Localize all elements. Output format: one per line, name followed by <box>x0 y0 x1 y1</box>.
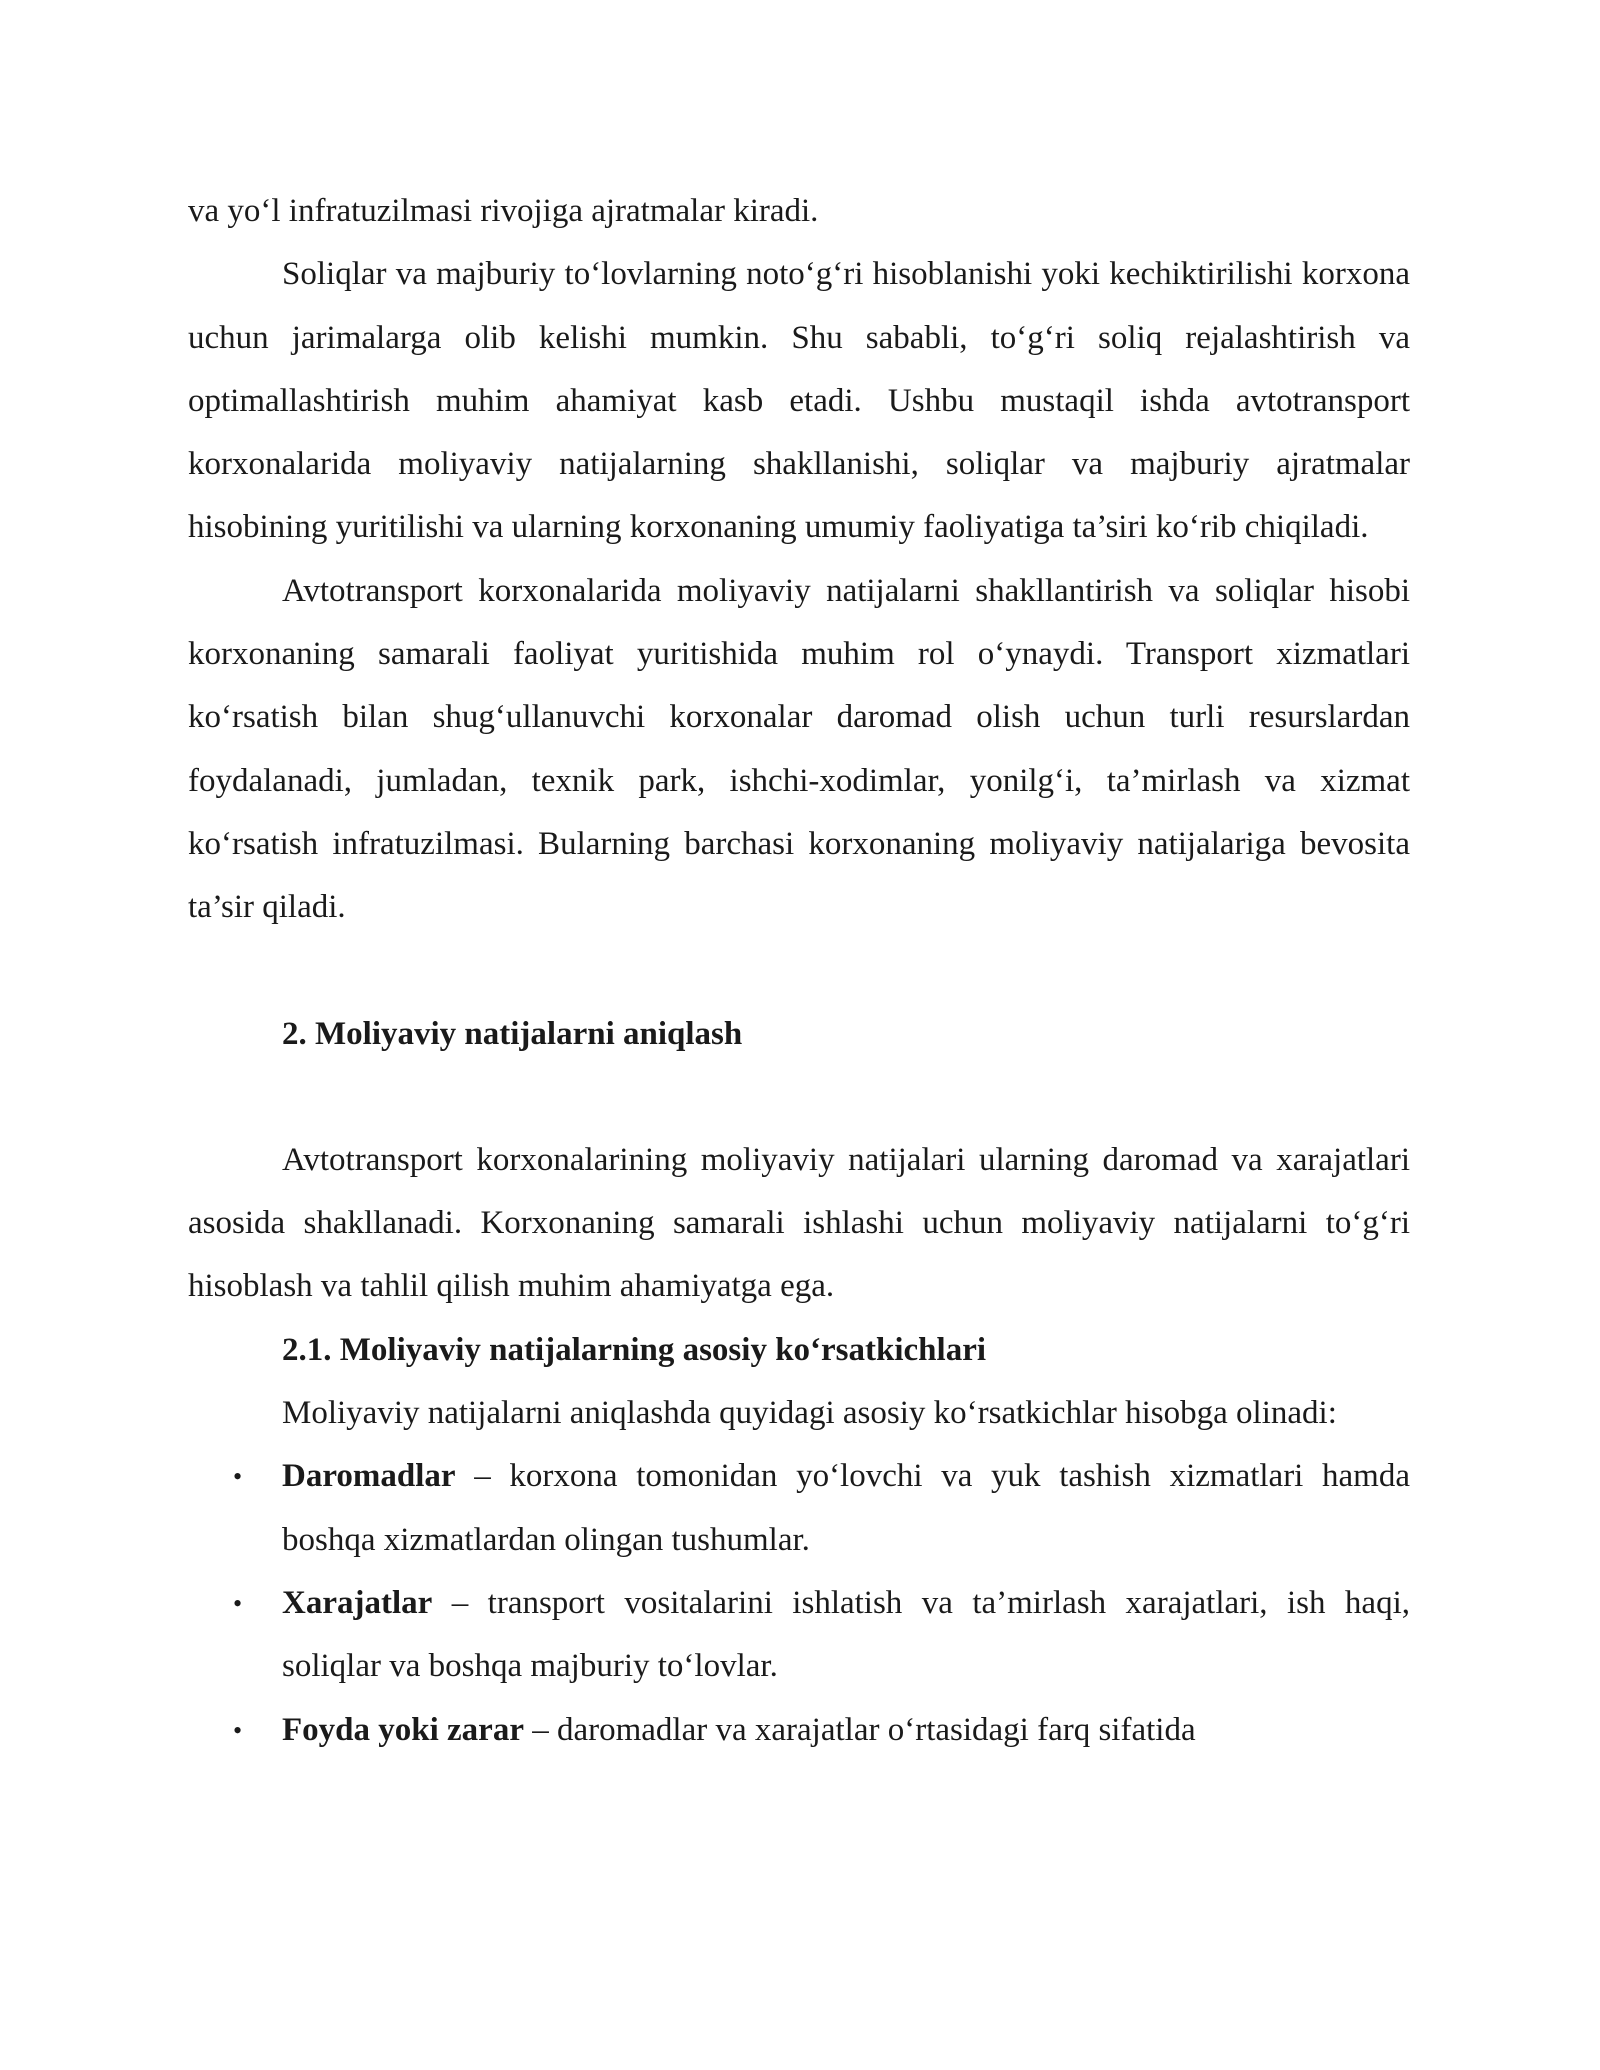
paragraph-indicators-intro: Moliyaviy natijalarni aniqlashda quyidagi asosiy ko‘rsatkichlar hisobga olinadi: <box>282 1395 1337 1432</box>
bullet-icon: • <box>233 1462 243 1492</box>
subsection-heading: 2.1. Moliyaviy natijalarning asosiy ko‘rsatkichlari <box>282 1331 987 1368</box>
list-item <box>188 1699 1410 1762</box>
paragraph-continuation: va yo‘l infratuzilmasi rivojiga ajratmalar kiradi. <box>188 193 819 229</box>
paragraph-taxes: Soliqlar va majburiy to‘lovlarning noto‘g‘ri hisoblanishi yoki kechiktirilishi korxona uchun jarimalarga olib kelishi mumkin. Shu sababli, to‘g‘ri soliq rejalashtirish va optimallashtirish muhim ahamiyat kasb etadi. Ushbu mustaqil ishda avtotransport korxonalarida moliyaviy natijalarning shakllanishi, soliqlar va majburiy ajratmalar hisobining yuritilishi va ularning korxonaning umumiy faoliyatiga ta’siri ko‘rib chiqiladi. <box>188 256 1410 546</box>
list-item-term: Foyda yoki zarar <box>282 1711 524 1748</box>
list-item-text: – transport vositalarini ishlatish va ta’mirlash xarajatlari, ish haqi, soliqlar va boshqa majburiy to‘lovlar. <box>282 1584 1410 1685</box>
list-item-text: – korxona tomonidan yo‘lovchi va yuk tashish xizmatlari hamda boshqa xizmatlardan olingan tushumlar. <box>282 1458 1410 1558</box>
bullet-icon: • <box>233 1715 243 1745</box>
section-heading: 2. Moliyaviy natijalarni aniqlash <box>282 1015 743 1052</box>
list-item <box>188 1572 1410 1699</box>
document-page <box>188 180 1410 1762</box>
list-item-text: – daromadlar va xarajatlar o‘rtasidagi farq sifatida <box>523 1711 1196 1748</box>
list-item-term: Daromadlar <box>282 1458 456 1495</box>
paragraph-section-intro: Avtotransport korxonalarining moliyaviy natijalari ularning daromad va xarajatlari asosida shakllanadi. Korxonaning samarali ishlashi uchun moliyaviy natijalarni to‘g‘ri hisoblash va tahlil qilish muhim ahamiyatga ega. <box>188 1141 1410 1305</box>
paragraph-financial-results: Avtotransport korxonalarida moliyaviy natijalarni shakllantirish va soliqlar hisobi korxonaning samarali faoliyat yuritishida muhim rol o‘ynaydi. Transport xizmatlari ko‘rsatish bilan shug‘ullanuvchi korxonalar daromad olish uchun turli resurslardan foydalanadi, jumladan, texnik park, ishchi-xodimlar, yonilg‘i, ta’mirlash va xizmat ko‘rsatish infratuzilmasi. Bularning barchasi korxonaning moliyaviy natijalariga bevosita ta’sir qiladi. <box>188 572 1410 926</box>
list-item <box>188 1445 1410 1572</box>
bullet-icon: • <box>233 1588 243 1618</box>
list-item-term: Xarajatlar <box>282 1584 433 1621</box>
indicator-list <box>188 1445 1410 1761</box>
